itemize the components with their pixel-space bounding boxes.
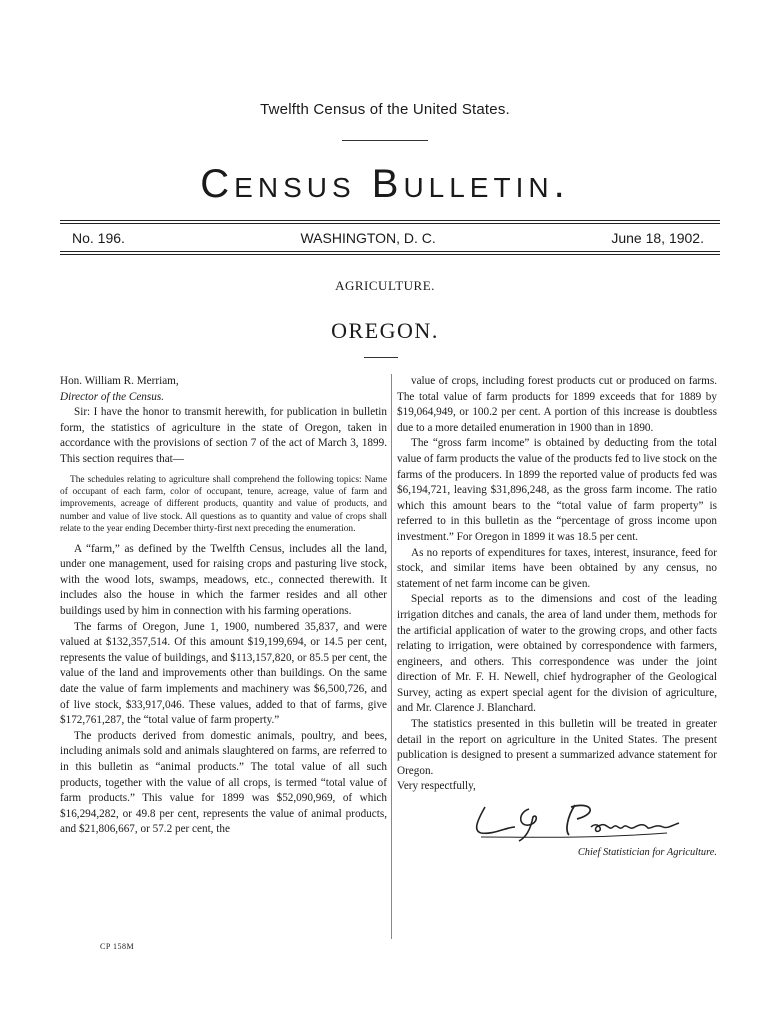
left-column <box>60 374 387 838</box>
print-code: CP 158M <box>100 942 135 951</box>
census-supertitle: Twelfth Census of the United States. <box>260 101 510 118</box>
addressee-title: Director of the Census. <box>60 390 164 403</box>
body-paragraph: Special reports as to the dimensions and cost of the leading irrigation ditches and canals, the area of land under them, methods for the artificial application of water to the growing crops, and other facts relating to irrigation, were obtained by correspondence with farmers, engineers, and others. This correspondence was under the joint direction of Mr. F. H. Newell, chief hydrographer of the Geological Survey, acting as expert special agent for the division of agriculture, and Mr. Clarence J. Blanchard. <box>397 593 717 715</box>
bulletin-title: Census Bulletin. <box>200 162 570 206</box>
right-paragraphs <box>397 374 717 779</box>
short-rule-state <box>364 357 398 358</box>
closing-line: Very respectfully, <box>397 780 476 793</box>
column-divider <box>391 374 392 939</box>
right-column <box>397 374 717 861</box>
section-heading: AGRICULTURE. <box>335 278 435 293</box>
body-paragraph: The farms of Oregon, June 1, 1900, numbered 35,837, and were valued at $132,357,514. Of this amount $19,199,694, or 14.5 per cent, represents the value of buildings, and $113,157,820, or 85.5 per cent, the value of the land and improvements other than buildings. On the same date the value of farm implements and machinery was $6,500,726, and of live stock, $33,917,046. These values, added to that of farms, give $172,761,287, the “total value of farm property.” <box>60 620 387 727</box>
body-paragraph: value of crops, including forest products cut or produced on farms. The total value of farm products for 1899 exceeds that for 1889 by $19,064,949, or 100.2 per cent. A portion of this increase is doubtless due to a more detailed enumeration in 1900 than in 1890. <box>397 375 717 434</box>
bulletin-number: No. 196. <box>72 230 125 246</box>
signature-block <box>397 797 717 845</box>
body-paragraph: The statistics presented in this bulletin will be treated in greater detail in the report on agriculture in the United States. The present publication is designed to present a summarized advance statement for Oregon. <box>397 718 717 777</box>
header-rule-upper <box>60 220 720 224</box>
body-paragraph: Sir: I have the honor to transmit herewith, for publication in bulletin form, the statistics of agriculture in the state of Oregon, taken in accordance with the provisions of section 7 of the act of March 3, 1899. This section requires that— <box>60 406 387 465</box>
left-paragraphs <box>60 405 387 467</box>
body-paragraph: A “farm,” as defined by the Twelfth Census, includes all the land, under one management, used for raising crops and pasturing live stock, with the wood lots, swamps, meadows, etc., connected therewith. It includes also the house in which the farmer resides and all other buildings used by him in connection with his farming operations. <box>60 542 387 617</box>
addressee-name: Hon. William R. Merriam, <box>60 375 179 387</box>
short-rule-top <box>342 140 428 141</box>
header-rule-lower <box>60 251 720 255</box>
body-paragraph: The “gross farm income” is obtained by deducting from the total value of farm products the value of the products fed to live stock on the farms of the producers. In 1899 the reported value of products fed was $6,194,721, leaving $31,896,248, as the gross farm income. The ratio which this amount bears to the “total value of farm property” is referred to in this bulletin as the “percentage of gross income upon investment.” For Oregon in 1899 it was 18.5 per cent. <box>397 437 717 543</box>
quote-paragraph: The schedules relating to agriculture shall comprehend the following topics: Name of occupant of each farm, color of occupant, tenure, acreage, value of farm and improvements, acreage of different products, quantity and value of products, and number and value of live stock. All questions as to quantity and value of crops shall relate to the year ending December thirty-first next preceding the enumeration. <box>60 474 387 535</box>
bulletin-meta-row <box>72 230 704 246</box>
body-paragraph: As no reports of expenditures for taxes, interest, insurance, feed for stock, and similar items have been obtained by any census, no statement of net farm income can be given. <box>397 546 717 590</box>
bulletin-date: June 18, 1902. <box>611 230 704 246</box>
bulletin-place: WASHINGTON, D. C. <box>300 230 436 246</box>
state-title: OREGON. <box>331 318 439 343</box>
signature-image <box>467 797 697 843</box>
signer-title: Chief Statistician for Agriculture. <box>577 847 717 859</box>
law-quote <box>60 474 387 536</box>
left-paragraphs-after <box>60 542 387 838</box>
body-paragraph: The products derived from domestic animals, poultry, and bees, including animals sold and animals slaughtered on farms, are referred to in this bulletin as “animal products.” The total value of all such products, together with the value of all crops, is termed “total value of farm products.” This value for 1899 was $52,090,969, of which $16,294,282, or 49.8 per cent, represents the value of animal products, and $21,806,667, or 57.2 per cent, the <box>60 729 387 836</box>
